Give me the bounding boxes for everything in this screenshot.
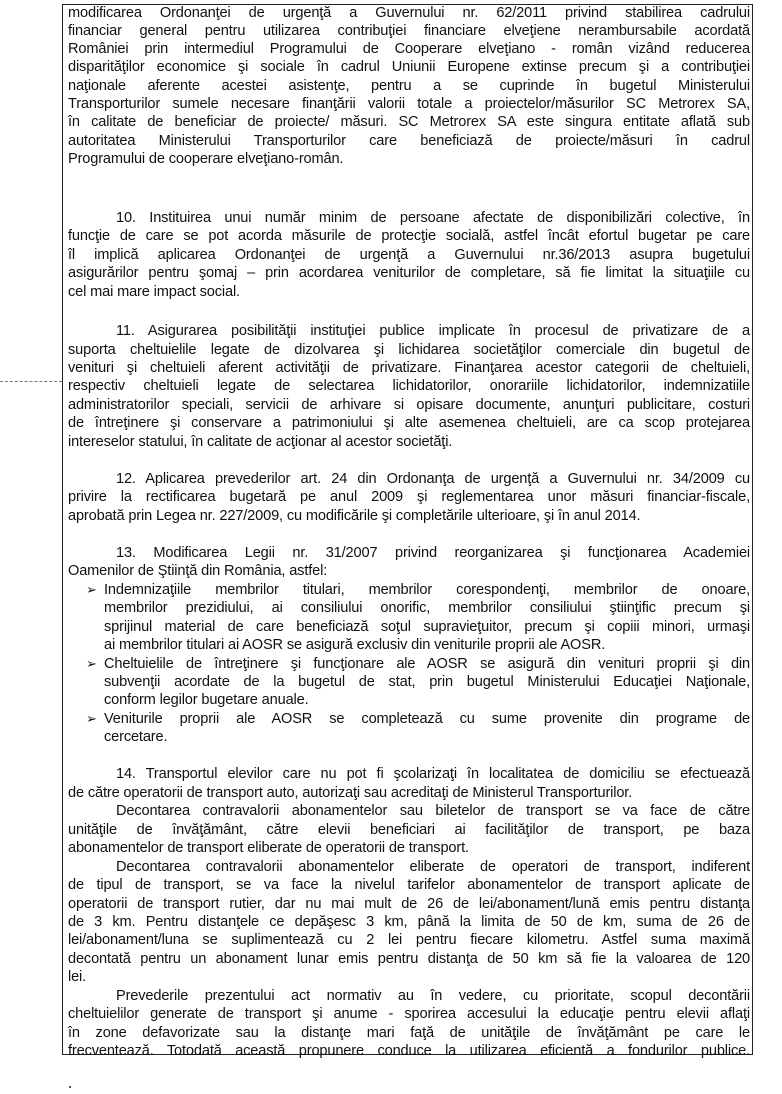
bullet-1-line: Indemnizaţiile membrilor titulari, membrilor corespondenţi, membrilor de onoare,	[104, 582, 750, 598]
item-14-line: 14. Transportul elevilor care nu pot fi şcolarizaţi în localitatea de domiciliu se efectuează	[116, 766, 750, 782]
scan-margin-mark	[0, 381, 62, 382]
intro-line: în calitate de beneficiar de proiecte/ măsuri. SC Metrorex SA este singura entitate aflată sub	[68, 114, 750, 130]
item-10-line: funcţie de care se pot acorda măsurile de protecţie socială, astfel încât efortul bugetar pe care	[68, 228, 750, 244]
item-12-line: 12. Aplicarea prevederilor art. 24 din Ordonanţa de urgenţă a Guvernului nr. 34/2009 cu	[116, 471, 750, 487]
item-10-line: cel mai mare impact social.	[68, 284, 240, 300]
item-14-line: cheltuielilor generate de transport şi anume - sporirea accesului la educaţie pentru elevii aflaţi	[68, 1006, 750, 1022]
item-14-line: Decontarea contravalorii abonamentelor eliberate de operatori de transport, indiferent	[116, 859, 750, 875]
item-14-line: în zone defavorizate sau la distanţe mari faţă de unităţile de învăţământ pe care le	[68, 1025, 750, 1041]
item-11-line: suporta cheltuielile legate de dizolvarea şi lichidarea societăţilor comerciale din bugetul de	[68, 342, 750, 358]
item-14-line: de 3 km. Pentru distanţele ce depăşesc 3 km, până la limita de 50 de km, suma de 26 de	[68, 914, 750, 930]
bullet-2-line: conform legilor bugetare anuale.	[104, 692, 309, 708]
intro-line: României prin intermediul Programului de Cooperare elveţiano - român vizând reducerea	[68, 41, 750, 57]
item-12-line: aprobată prin Legea nr. 227/2009, cu modificările şi completările ulterioare, şi în anul 2014.	[68, 508, 641, 524]
item-11-line: administratorilor speciali, servicii de arhivare si opisare documente, anunţuri publicitare, costuri	[68, 397, 750, 413]
intro-line: financiar general pentru utilizarea contribuţiei financiare elveţiene nerambursabile acordată	[68, 23, 750, 39]
bullet-3-line: cercetare.	[104, 729, 168, 745]
item-13-line: 13. Modificarea Legii nr. 31/2007 privind reorganizarea şi funcţionarea Academiei	[116, 545, 750, 561]
intro-line: Transporturilor sumele necesare finanţării valorii totale a proiectelor/măsurilor SC Metrorex SA,	[68, 96, 750, 112]
item-10-line: asigurărilor pentru şomaj – prin acordarea veniturilor de completare, să fie limitat la situaţiile cu	[68, 265, 750, 281]
item-14-line: lei/abonament/luna se suplimentează cu 2 lei pentru fiecare kilometru. Astfel suma maximă	[68, 932, 750, 948]
arrow-bullet-icon: ➢	[86, 656, 97, 671]
bullet-1-line: sprijinul material de care beneficiază soţul supravieţuitor, precum şi copiii minori, urmaşi	[104, 619, 750, 635]
item-14-line: Prevederile prezentului act normativ au în vedere, cu prioritate, scopul decontării	[116, 988, 750, 1004]
item-14-line: de tipul de transport, se va face la nivelul tarifelor abonamentelor de transport aplicate de	[68, 877, 750, 893]
arrow-bullet-icon: ➢	[86, 582, 97, 597]
intro-line: disparităţilor economice şi sociale în cadrul Uniunii Europene extinse precum şi a contribuţiei	[68, 59, 750, 75]
item-14-line: lei.	[68, 969, 87, 985]
item-11-line: venituri şi cheltuieli aferent activităţii de privatizare. Finanţarea acestor categorii de cheltuieli,	[68, 360, 750, 376]
item-11-line: respectiv cheltuieli legate de selectarea lichidatorilor, onorariile lichidatorilor, indemnizatiile	[68, 378, 750, 394]
bullet-1-line: ai membrilor titulari ai AOSR se asigură exclusiv din veniturile proprii ale AOSR.	[104, 637, 606, 653]
scan-speck	[69, 1086, 71, 1088]
intro-line: modificarea Ordonanţei de urgenţă a Guvernului nr. 62/2011 privind stabilirea cadrului	[68, 5, 750, 21]
item-11-line: 11. Asigurarea posibilităţii instituţiei publice implicate în procesul de privatizare de a	[116, 323, 750, 339]
intro-line: naţionale aferente acestei asistenţe, pentru a se cuprinde în bugetul Ministerului	[68, 78, 750, 94]
item-10-line: îl implică aplicarea Ordonanţei de urgenţă a Guvernului nr.36/2013 asupra bugetului	[68, 247, 750, 263]
bullet-2-line: subvenţii acordate de la bugetul de stat, prin bugetul Ministerului Educaţiei Naţionale,	[104, 674, 750, 690]
intro-line: autoritatea Ministerului Transporturilor care beneficiază de proiecte/măsuri în cadrul	[68, 133, 750, 149]
item-14-line: frecventează. Totodată această propunere conduce la utilizarea eficientă a fondurilor publice.	[68, 1043, 750, 1059]
item-12-line: privire la rectificarea bugetară pe anul 2009 şi reglementarea unor măsuri financiar-fiscale,	[68, 489, 750, 505]
bullet-2-line: Cheltuielile de întreţinere şi funcţionare ale AOSR se asigură din venituri proprii şi din	[104, 656, 750, 672]
item-14-line: de către operatorii de transport auto, autorizaţi sau acreditaţi de Ministerul Transporturilor.	[68, 785, 633, 801]
item-10-line: 10. Instituirea unui număr minim de persoane afectate de disponibilizări colective, în	[116, 210, 750, 226]
bullet-3-line: Veniturile proprii ale AOSR se completează cu sume provenite din programe de	[104, 711, 750, 727]
bullet-1-line: membrilor prezidiului, ai consiliului onorific, membrilor consiliului ştiinţific precum şi	[104, 600, 750, 616]
arrow-bullet-icon: ➢	[86, 711, 97, 726]
item-11-line: de întreţinere şi conservare a patrimoniului şi alte asemenea cheltuieli, are ca scop protejarea	[68, 415, 750, 431]
item-14-line: operatorii de transport rutier, dar nu mai mult de 26 de lei/abonament/lună emis pentru distanţa	[68, 896, 750, 912]
item-14-line: unităţile de învăţământ, către elevii beneficiari ai facilităţilor de transport, pe baza	[68, 822, 750, 838]
item-11-line: intereselor statului, în calitate de acţionar al acestor societăţi.	[68, 434, 453, 450]
intro-line: Programului de cooperare elveţiano-român.	[68, 151, 344, 167]
item-13-line: Oamenilor de Ştiinţă din România, astfel:	[68, 563, 328, 579]
item-14-line: Decontarea contravalorii abonamentelor sau biletelor de transport se va face de către	[116, 803, 750, 819]
item-14-line: abonamentelor de transport eliberate de operatorii de transport.	[68, 840, 469, 856]
item-14-line: decontată pentru un abonament lunar emis pentru distanţa de 50 km să fie la valoarea de 120	[68, 951, 750, 967]
